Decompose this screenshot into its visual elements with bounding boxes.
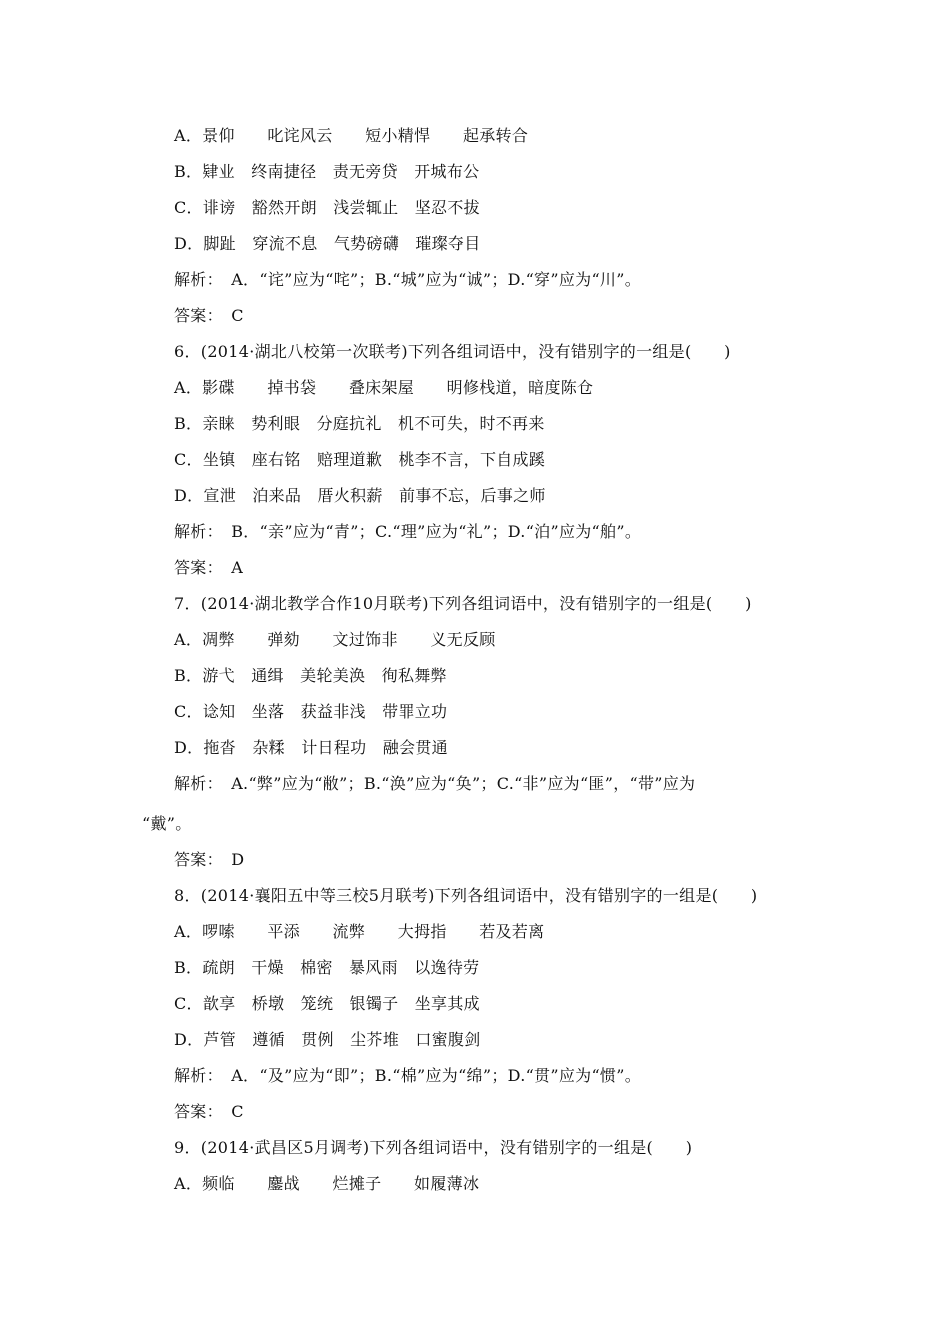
question-6-answer: 答案： A bbox=[174, 558, 244, 577]
question-8-answer: 答案： C bbox=[174, 1102, 244, 1121]
answer-line: 答案： C bbox=[174, 306, 244, 325]
question-7-analysis-continued: “戴”。 bbox=[142, 814, 192, 833]
option-a-line: A．景仰 叱诧风云 短小精悍 起承转合 bbox=[174, 126, 529, 145]
option-c-line: C．诽谤 豁然开朗 浅尝辄止 坚忍不拔 bbox=[174, 198, 480, 217]
question-6-option-a: A．影碟 掉书袋 叠床架屋 明修栈道，暗度陈仓 bbox=[174, 378, 594, 397]
question-7-stem: 7．(2014·湖北教学合作10月联考)下列各组词语中，没有错别字的一组是( ) bbox=[174, 594, 752, 613]
question-7-option-b: B．游弋 通缉 美轮美涣 徇私舞弊 bbox=[174, 666, 447, 685]
question-6-analysis: 解析： B．“亲”应为“青”；C.“理”应为“礼”；D.“泊”应为“舶”。 bbox=[174, 522, 642, 541]
question-8-option-d: D．芦管 遵循 贯例 尘芥堆 口蜜腹剑 bbox=[174, 1030, 481, 1049]
question-8-option-c: C．歆享 桥墩 笼统 银镯子 坐享其成 bbox=[174, 994, 480, 1013]
question-6-option-b: B．亲睐 势利眼 分庭抗礼 机不可失，时不再来 bbox=[174, 414, 545, 433]
question-6-stem: 6．(2014·湖北八校第一次联考)下列各组词语中，没有错别字的一组是( ) bbox=[174, 342, 731, 361]
question-9-stem: 9．(2014·武昌区5月调考)下列各组词语中，没有错别字的一组是( ) bbox=[174, 1138, 693, 1157]
question-7-analysis: 解析： A.“弊”应为“敝”；B.“涣”应为“奂”；C.“非”应为“匪”，“带”应为 bbox=[174, 774, 696, 793]
analysis-line: 解析： A．“诧”应为“咤”；B.“城”应为“诚”；D.“穿”应为“川”。 bbox=[174, 270, 641, 289]
question-7-option-a: A．凋弊 弹劾 文过饰非 义无反顾 bbox=[174, 630, 496, 649]
option-d-line: D．脚趾 穿流不息 气势磅礴 璀璨夺目 bbox=[174, 234, 481, 253]
question-8-option-a: A．啰嗦 平添 流弊 大拇指 若及若离 bbox=[174, 922, 545, 941]
question-7-option-c: C．谂知 坐落 获益非浅 带罪立功 bbox=[174, 702, 448, 721]
question-9-option-a: A．频临 鏖战 烂摊子 如履薄冰 bbox=[174, 1174, 480, 1193]
question-8-stem: 8．(2014·襄阳五中等三校5月联考)下列各组词语中，没有错别字的一组是( ) bbox=[174, 886, 758, 905]
question-6-option-d: D．宣泄 泊来品 厝火积薪 前事不忘，后事之师 bbox=[174, 486, 546, 505]
question-6-option-c: C．坐镇 座右铭 赔理道歉 桃李不言，下自成蹊 bbox=[174, 450, 546, 469]
question-8-option-b: B．疏朗 干燥 棉密 暴风雨 以逸待劳 bbox=[174, 958, 480, 977]
question-7-option-d: D．拖沓 杂糅 计日程功 融会贯通 bbox=[174, 738, 448, 757]
option-b-line: B．肄业 终南捷径 责无旁贷 开城布公 bbox=[174, 162, 480, 181]
question-8-analysis: 解析： A．“及”应为“即”；B.“棉”应为“绵”；D.“贯”应为“惯”。 bbox=[174, 1066, 641, 1085]
question-7-answer: 答案： D bbox=[174, 850, 245, 869]
